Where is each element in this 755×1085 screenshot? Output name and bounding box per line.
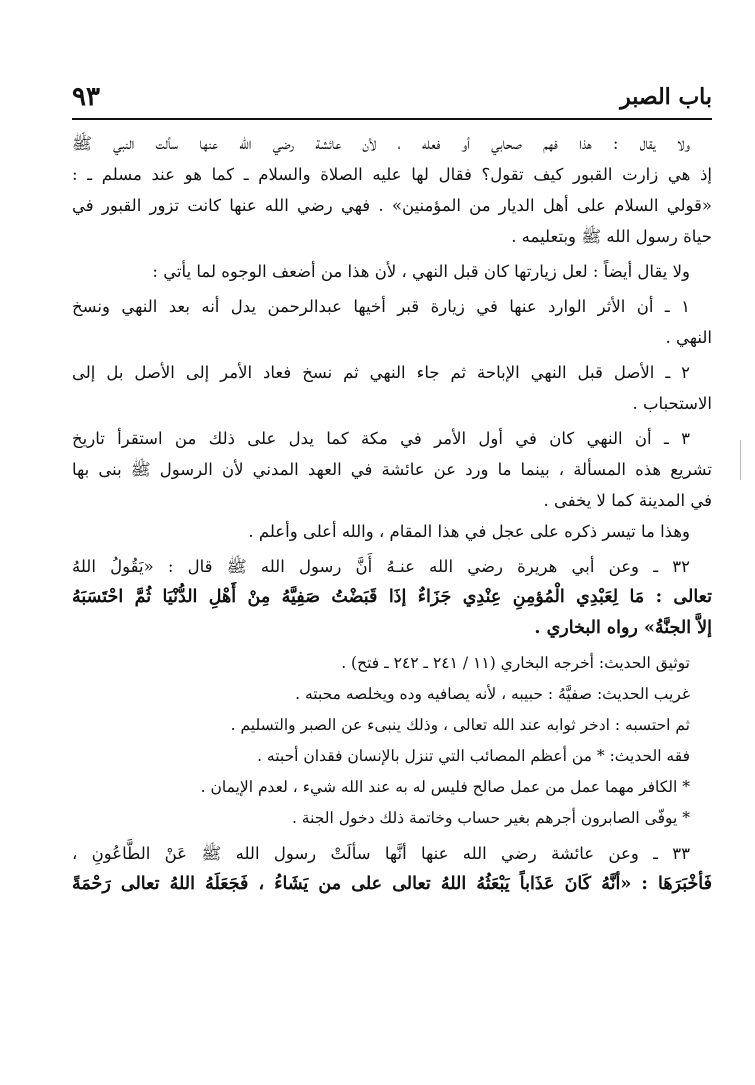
commentary-line: * يوفّى الصابرون أجرهم بغير حساب وخاتمة ذلك دخول الجنة . [291, 809, 690, 827]
chapter-title: باب الصبر [620, 84, 712, 110]
hadith-line: إلاَّ الجنَّةُ» رواه البخاري . [534, 618, 712, 638]
text-line: تشريع هذه المسألة ، بينما ما ورد عن عائشة في العهد المدني لأن الرسول ﷺ بنى بها [72, 460, 712, 479]
text-line: النهي . [665, 328, 712, 347]
text-line: وهذا ما تيسر ذكره على عجل في هذا المقام ، والله أعلى وأعلم . [248, 522, 690, 541]
margin-mark [740, 440, 741, 480]
hadith-line: ٣٣ ـ وعن عائشة رضي الله عنها أنَّها سألَتْ رسول الله ﷺ عَنْ الطَّاعُونِ ، [72, 844, 690, 863]
text-line: الاستحباب . [632, 394, 712, 413]
hadith-line: ٣٢ ـ وعن أبي هريرة رضي الله عنـهُ أَنَّ رسول الله ﷺ قال : «يَقُولُ اللهُ [72, 557, 690, 576]
commentary-line: توثيق الحديث: أخرجه البخاري (١١ / ٢٤١ ـ ٢٤٢ ـ فتح) . [341, 654, 690, 672]
page-number: ٩٣ [72, 82, 100, 112]
text-line: ٣ ـ أن النهي كان في أول الأمر في مكة كما يدل على ذلك من استقرأ تاريخ [72, 429, 690, 448]
page-header [72, 80, 712, 120]
text-line: ولا يقال : هذا فهم صحابي أو فعله ، لأن عائشة رضي الله عنها سألت النبي ﷺ [72, 134, 690, 153]
page-body [72, 128, 712, 900]
hadith-line: تعالى : مَا لِعَبْدِي الْمُؤمِنِ عِنْدِي جَزَاءٌ إذَا قَبَضْتُ صَفِيَّهُ مِنْ أَهْلِ الدُّنْيَا ثُمَّ احْتَسَبَهُ [72, 587, 712, 607]
text-line: ١ ـ أن الأثر الوارد عنها في زيارة قبر أخيها عبدالرحمن يدل أنه بعد النهي ونسخ [72, 297, 690, 316]
document-page [72, 80, 712, 1060]
text-line: في المدينة كما لا يخفى . [543, 491, 712, 510]
text-line: حياة رسول الله ﷺ وبتعليمه . [511, 227, 712, 246]
commentary-line: غريب الحديث: صفيَّهُ : حبيبه ، لأنه يصافيه وده ويخلصه محبته . [295, 685, 690, 703]
text-line: ولا يقال أيضاً : لعل زيارتها كان قبل النهي ، لأن هذا من أضعف الوجوه لما يأتي : [152, 262, 690, 281]
text-line: ٢ ـ الأصل قبل النهي الإباحة ثم جاء النهي ثم نسخ فعاد الأمر إلى الأصل بل إلى [72, 363, 690, 382]
commentary-line: فقه الحديث: * من أعظم المصائب التي تنزل بالإنسان فقدان أحبته . [257, 747, 690, 765]
commentary-line: * الكافر مهما عمل من عمل صالح فليس له به عند الله شيء ، لعدم الإيمان . [200, 778, 690, 796]
commentary-line: ثم احتسبه : ادخر ثوابه عند الله تعالى ، وذلك ينبىء عن الصبر والتسليم . [230, 716, 690, 734]
text-line: «قولي السلام على أهل الديار من المؤمنين» . فهي رضي الله عنها كانت تزور القبور في [72, 196, 712, 215]
text-line: إذ هي زارت القبور كيف تقول؟ فقال لها عليه الصلاة والسلام ـ كما هو عند مسلم ـ : [72, 165, 712, 184]
hadith-line: فَأخْبَرَهَا : «أنَّهُ كَانَ عَذَاباً يَبْعَثُهُ اللهُ تعالى على من يَشَاءُ ، فَجَعَلَهُ اللهُ تعالى رَحْمَةً [72, 874, 712, 894]
